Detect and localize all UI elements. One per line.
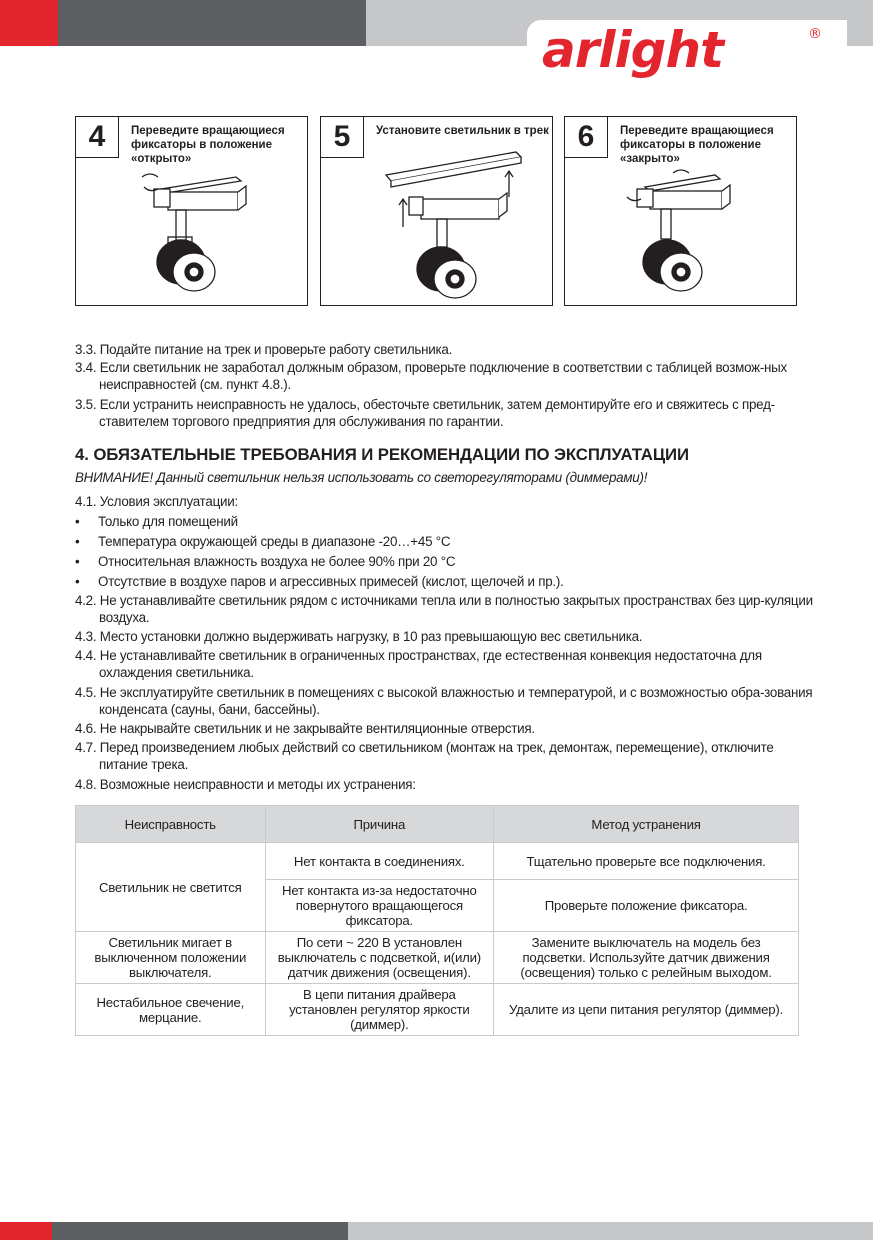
conditions-title: 4.1. Условия эксплуатации: — [75, 494, 238, 509]
step-number: 6 — [564, 116, 608, 158]
table-cell-cause: В цепи питания драйвера установлен регулятор яркости (диммер). — [265, 984, 494, 1036]
requirement-4-8: 4.8. Возможные неисправности и методы их устранения: — [75, 777, 416, 792]
section-heading: 4. ОБЯЗАТЕЛЬНЫЕ ТРЕБОВАНИЯ И РЕКОМЕНДАЦИИ ПО ЭКСПЛУАТАЦИИ — [75, 445, 689, 464]
step-panel-4 — [75, 116, 308, 306]
table-row — [76, 932, 799, 984]
instruction-3-3: 3.3. Подайте питание на трек и проверьте работу светильника. — [75, 342, 453, 357]
footer-dark-bar — [52, 1222, 348, 1240]
header-red-bar — [0, 0, 58, 46]
requirement-4-5: 4.5. Не эксплуатируйте светильник в помещениях с высокой влажностью и температурой, и с возможностью обра-зования конденсата (сауны, бани, бассейны). — [75, 685, 813, 717]
step-panel-6 — [564, 116, 797, 306]
requirement-4-3: 4.3. Место установки должно выдерживать нагрузку, в 10 раз превышающую вес светильника. — [75, 629, 643, 644]
table-row — [76, 843, 799, 880]
bullet-icon: • — [75, 554, 80, 569]
step-instruction: Установите светильник в трек — [376, 125, 549, 137]
bullet-icon: • — [75, 534, 80, 549]
requirement-4-6: 4.6. Не накрывайте светильник и не закрывайте вентиляционные отверстия. — [75, 721, 535, 736]
instruction-3-5: 3.5. Если устранить неисправность не удалось, обесточьте светильник, затем демонтируйте его и свяжитесь с пред-ставителем торгового предприятия для обслуживания по гарантии. — [75, 397, 775, 429]
bullet-icon: • — [75, 574, 80, 589]
step-panel-5 — [320, 116, 553, 306]
table-header-row — [76, 806, 799, 843]
step-number: 5 — [320, 116, 364, 158]
table-row — [76, 984, 799, 1036]
warning-text: ВНИМАНИЕ! Данный светильник нельзя использовать со светорегуляторами (диммерами)! — [75, 470, 648, 485]
table-cell-cause: Нет контакта в соединениях. — [265, 843, 494, 880]
table-cell-cause: Нет контакта из-за недостаточно повернутого вращающегося фиксатора. — [265, 880, 494, 932]
column-header-fix: Метод устранения — [494, 806, 799, 843]
table-cell-fault: Светильник не светится — [76, 843, 266, 932]
footer-red-bar — [0, 1222, 52, 1240]
table-cell-fix: Тщательно проверьте все подключения. — [494, 843, 799, 880]
brand-logo: arlight — [542, 21, 723, 79]
table-cell-fix: Проверьте положение фиксатора. — [494, 880, 799, 932]
step-instruction: Переведите вращающиеся фиксаторы в положение «открыто» — [131, 125, 285, 165]
step-number: 4 — [75, 116, 119, 158]
requirement-4-4: 4.4. Не устанавливайте светильник в ограниченных пространствах, где естественная конвекция недостаточна для охлаждения светильника. — [75, 648, 762, 680]
table-cell-fix: Удалите из цепи питания регулятор (диммер). — [494, 984, 799, 1036]
bullet-icon: • — [75, 514, 80, 529]
troubleshooting-table — [75, 805, 799, 1036]
requirement-4-7: 4.7. Перед произведением любых действий со светильником (монтаж на трек, демонтаж, перемещение), отключите питание трека. — [75, 740, 774, 772]
instruction-3-4: 3.4. Если светильник не заработал должным образом, проверьте подключение в соответствии с таблицей возмож-ных неисправностей (см. пункт 4.8.). — [75, 360, 787, 392]
column-header-cause: Причина — [265, 806, 494, 843]
registered-mark: ® — [808, 26, 822, 42]
footer-light-bar — [348, 1222, 873, 1240]
table-cell-fix: Замените выключатель на модель без подсветки. Используйте датчик движения (освещения) только с релейным выходом. — [494, 932, 799, 984]
header-dark-bar — [58, 0, 366, 46]
requirement-4-2: 4.2. Не устанавливайте светильник рядом с источниками тепла или в полностью закрытых пространствах без цир-куляции воздуха. — [75, 593, 813, 625]
table-cell-fault: Нестабильное свечение, мерцание. — [76, 984, 266, 1036]
table-cell-cause: По сети ~ 220 В установлен выключатель с подсветкой, и(или) датчик движения (освещения). — [265, 932, 494, 984]
step-instruction: Переведите вращающиеся фиксаторы в положение «закрыто» — [620, 125, 774, 165]
table-cell-fault: Светильник мигает в выключенном положении выключателя. — [76, 932, 266, 984]
column-header-fault: Неисправность — [76, 806, 266, 843]
